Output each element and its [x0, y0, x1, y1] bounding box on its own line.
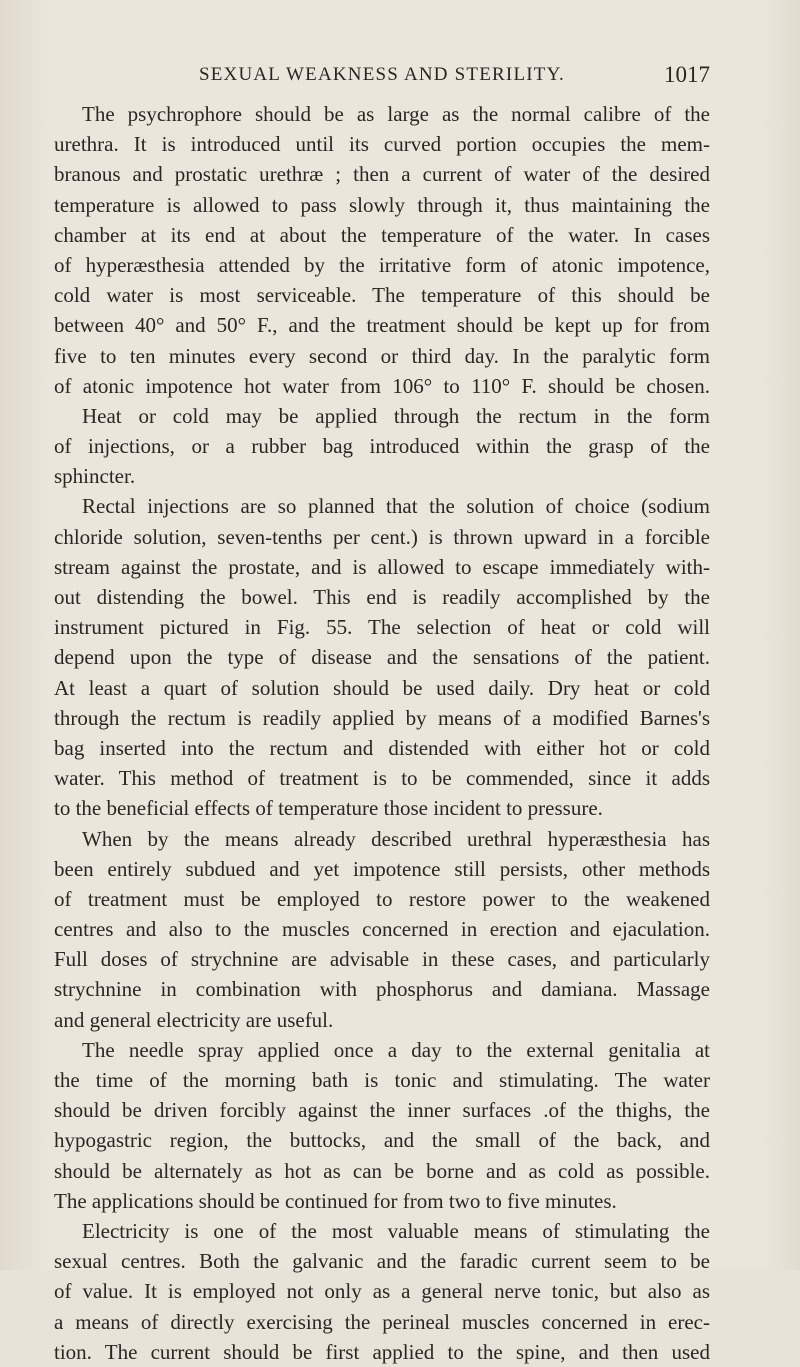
text-line: depend upon the type of disease and the sensations of the patient.	[54, 645, 710, 670]
text-line: centres and also to the muscles concerned in erection and ejaculation.	[54, 917, 710, 942]
text-line: five to ten minutes every second or third day. In the paralytic form	[54, 343, 710, 368]
text-line: The psychrophore should be as large as the normal calibre of the	[82, 102, 710, 126]
text-line: bag inserted into the rectum and distended with either hot or cold	[54, 735, 710, 760]
text-line: The applications should be continued for from two to five minutes.	[54, 1188, 617, 1213]
text-line: Rectal injections are so planned that the solution of choice (sodium	[82, 494, 710, 519]
text-line: cold water is most serviceable. The temperature of this should be	[54, 283, 710, 308]
text-line: strychnine in combination with phosphorus and damiana. Massage	[54, 977, 710, 1002]
text-line: should be driven forcibly against the inner surfaces .of the thighs, the	[54, 1098, 710, 1123]
running-title: SEXUAL WEAKNESS AND STERILITY.	[198, 64, 566, 85]
text-line: chamber at its end at about the temperature of the water. In cases	[54, 222, 710, 247]
text-line: When by the means already described urethral hyperæsthesia has	[82, 826, 710, 851]
text-line: through the rectum is readily applied by means of a modified Barnes's	[54, 705, 710, 730]
running-head	[54, 64, 710, 90]
text-line: tion. The current should be first applied to the spine, and then used	[54, 1339, 710, 1364]
text-line: sexual centres. Both the galvanic and the faradic current seem to be	[54, 1249, 710, 1274]
text-line: Electricity is one of the most valuable means of stimulating the	[82, 1218, 710, 1243]
text-line: instrument pictured in Fig. 55. The selection of heat or cold will	[54, 615, 710, 640]
text-line: Full doses of strychnine are advisable in these cases, and particularly	[54, 947, 710, 972]
text-line: At least a quart of solution should be used daily. Dry heat or cold	[54, 675, 710, 700]
page-number: 1017	[664, 62, 710, 87]
text-line: urethra. It is introduced until its curved portion occupies the mem-	[54, 132, 710, 157]
text-line: water. This method of treatment is to be commended, since it adds	[54, 766, 710, 791]
text-line: of injections, or a rubber bag introduced within the grasp of the	[54, 434, 710, 459]
text-line: of hyperæsthesia attended by the irritative form of atonic impotence,	[54, 252, 710, 277]
text-line: and general electricity are useful.	[54, 1007, 334, 1032]
text-line: hypogastric region, the buttocks, and the small of the back, and	[54, 1128, 710, 1153]
text-line: Heat or cold may be applied through the rectum in the form	[82, 403, 710, 428]
text-line: the time of the morning bath is tonic and stimulating. The water	[54, 1068, 710, 1092]
text-line: out distending the bowel. This end is readily accomplished by the	[54, 585, 710, 609]
text-line: between 40° and 50° F., and the treatment should be kept up for from	[54, 313, 710, 338]
body-text	[54, 99, 710, 1367]
text-line: a means of directly exercising the perineal muscles concerned in erec-	[54, 1309, 710, 1334]
text-line: of atonic impotence hot water from 106° to 110° F. should be chosen.	[54, 373, 710, 398]
text-line: to the beneficial effects of temperature those incident to pressure.	[54, 796, 603, 821]
text-line: branous and prostatic urethræ ; then a current of water of the desired	[54, 162, 710, 187]
text-line: The needle spray applied once a day to the external genitalia at	[82, 1037, 710, 1062]
text-line: stream against the prostate, and is allowed to escape immediately with-	[54, 554, 710, 579]
text-line: sphincter.	[54, 464, 136, 489]
text-line: of treatment must be employed to restore power to the weakened	[54, 886, 710, 911]
text-line: of value. It is employed not only as a general nerve tonic, but also as	[54, 1279, 710, 1304]
text-line: been entirely subdued and yet impotence still persists, other methods	[54, 856, 710, 881]
text-line: chloride solution, seven-tenths per cent.) is thrown upward in a forcible	[54, 524, 710, 549]
text-line: should be alternately as hot as can be borne and as cold as possible.	[54, 1158, 710, 1183]
text-line: temperature is allowed to pass slowly through it, thus maintaining the	[54, 192, 710, 217]
